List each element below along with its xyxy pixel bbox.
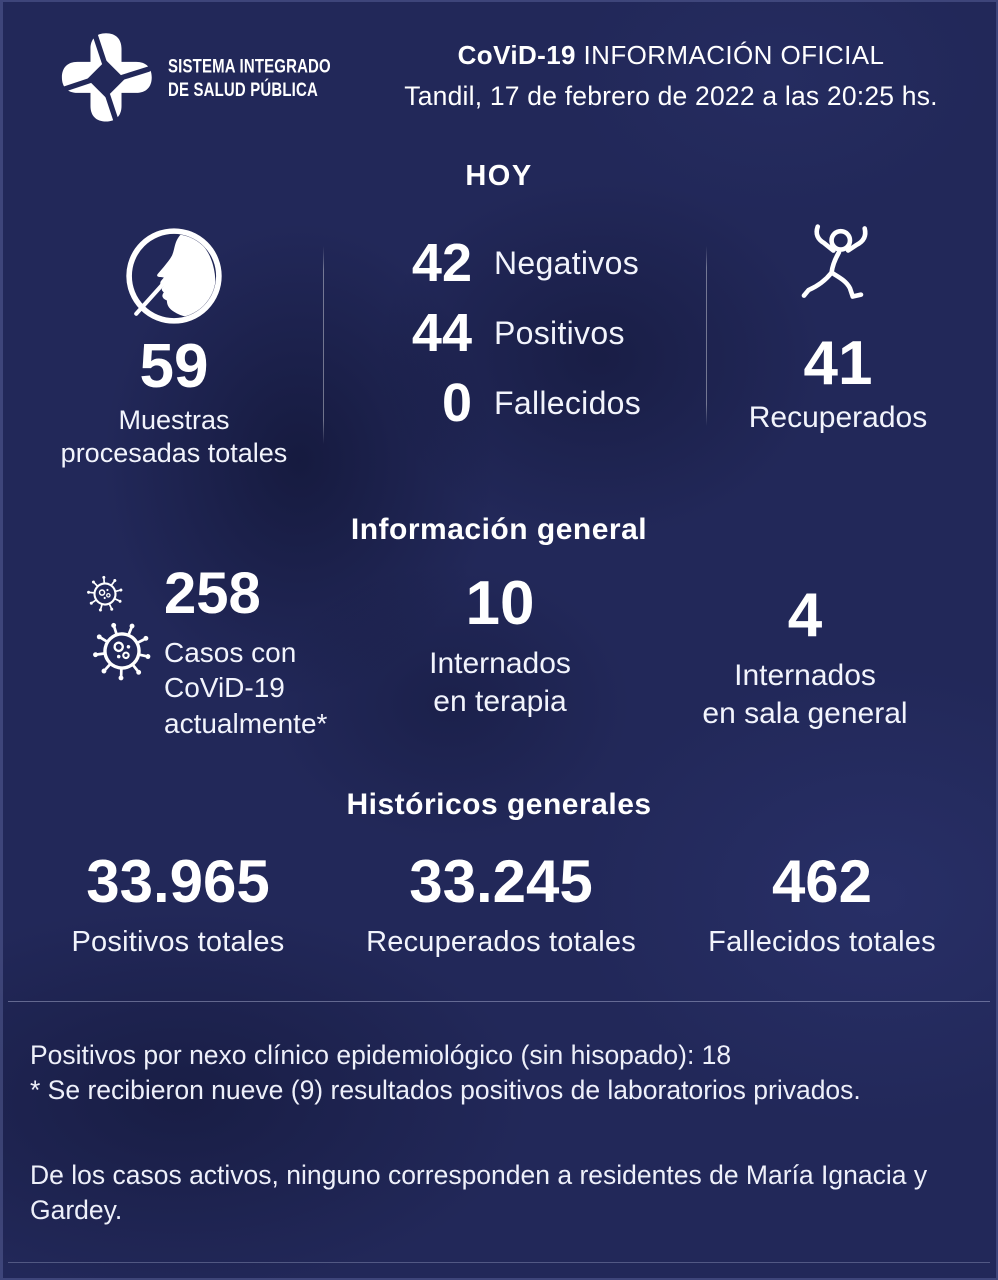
report-date: Tandil, 17 de febrero de 2022 a las 20:25 hs. (404, 81, 938, 111)
jumping-person-icon (792, 222, 884, 314)
active-cases-text (164, 561, 328, 745)
report-title (378, 40, 964, 71)
active-cases-label: Casos con CoViD-19 actualmente* (164, 637, 328, 739)
icu-label: Internados en terapia (429, 647, 571, 718)
virus-icons (70, 565, 164, 745)
samples-block (40, 225, 308, 470)
divider-horizontal-top (8, 1001, 990, 1002)
recovered-block (718, 222, 958, 435)
icu-value: 10 (465, 569, 535, 638)
samples-label: Muestras procesadas totales (60, 405, 288, 468)
coronavirus-icon-large (82, 611, 163, 692)
historic-recuperados (356, 848, 646, 959)
nasal-swab-face-icon (123, 225, 225, 327)
recovered-label: Recuperados (748, 401, 928, 434)
historic-positivos-value: 33.965 (86, 848, 270, 915)
org-name (168, 56, 331, 102)
footer-notes (30, 1038, 988, 1228)
org-logo (57, 30, 353, 128)
historic-positivos-label: Positivos totales (71, 926, 285, 958)
active-cases-value: 258 (164, 561, 261, 626)
positivos-value: 44 (411, 303, 472, 363)
health-cross-icon (57, 30, 155, 128)
negativos-value: 42 (411, 233, 472, 293)
report-title-rest: INFORMACIÓN OFICIAL (583, 40, 885, 70)
report-title-brand: CoViD-19 (457, 40, 576, 70)
historic-fallecidos (646, 848, 998, 959)
historic-recuperados-label: Recuperados totales (366, 926, 636, 958)
historic-row (0, 848, 998, 959)
historic-recuperados-value: 33.245 (409, 848, 593, 915)
section-heading-general: Información general (350, 513, 648, 546)
fallecidos-label: Fallecidos (494, 384, 642, 421)
ward-value: 4 (787, 581, 823, 650)
negativos-label: Negativos (494, 244, 639, 281)
note-nexo-clinico: Positivos por nexo clínico epidemiológico (sin hisopado): 18 (30, 1040, 732, 1070)
note-laboratorios: * Se recibieron nueve (9) resultados positivos de laboratorios privados. (30, 1074, 861, 1105)
note-localidades: De los casos activos, ninguno corresponden a residentes de María Ignacia y Gardey. (30, 1159, 928, 1225)
stat-row-positivos (340, 303, 690, 363)
active-cases-block (70, 561, 328, 745)
divider-horizontal-bottom (8, 1262, 990, 1263)
divider-vertical-left (323, 246, 324, 444)
ward-label: Internados en sala general (702, 659, 908, 730)
recovered-value: 41 (803, 329, 873, 398)
fallecidos-value: 0 (441, 373, 472, 433)
general-info-row (0, 561, 998, 755)
section-heading-today: HOY (465, 160, 533, 192)
historic-positivos (0, 848, 356, 959)
today-stats (340, 233, 690, 433)
org-name-line1: SISTEMA INTEGRADO (168, 55, 331, 78)
icu-block (380, 569, 620, 720)
org-name-line2: DE SALUD PÚBLICA (168, 79, 318, 101)
historic-fallecidos-value: 462 (771, 848, 873, 915)
divider-vertical-right (706, 246, 707, 426)
stat-row-negativos (340, 233, 690, 293)
samples-value: 59 (139, 332, 209, 401)
stat-row-fallecidos (340, 373, 690, 433)
section-heading-historic: Históricos generales (346, 788, 652, 821)
positivos-label: Positivos (494, 314, 625, 351)
report-header (378, 40, 964, 112)
ward-block (660, 581, 950, 732)
historic-fallecidos-label: Fallecidos totales (708, 926, 936, 958)
